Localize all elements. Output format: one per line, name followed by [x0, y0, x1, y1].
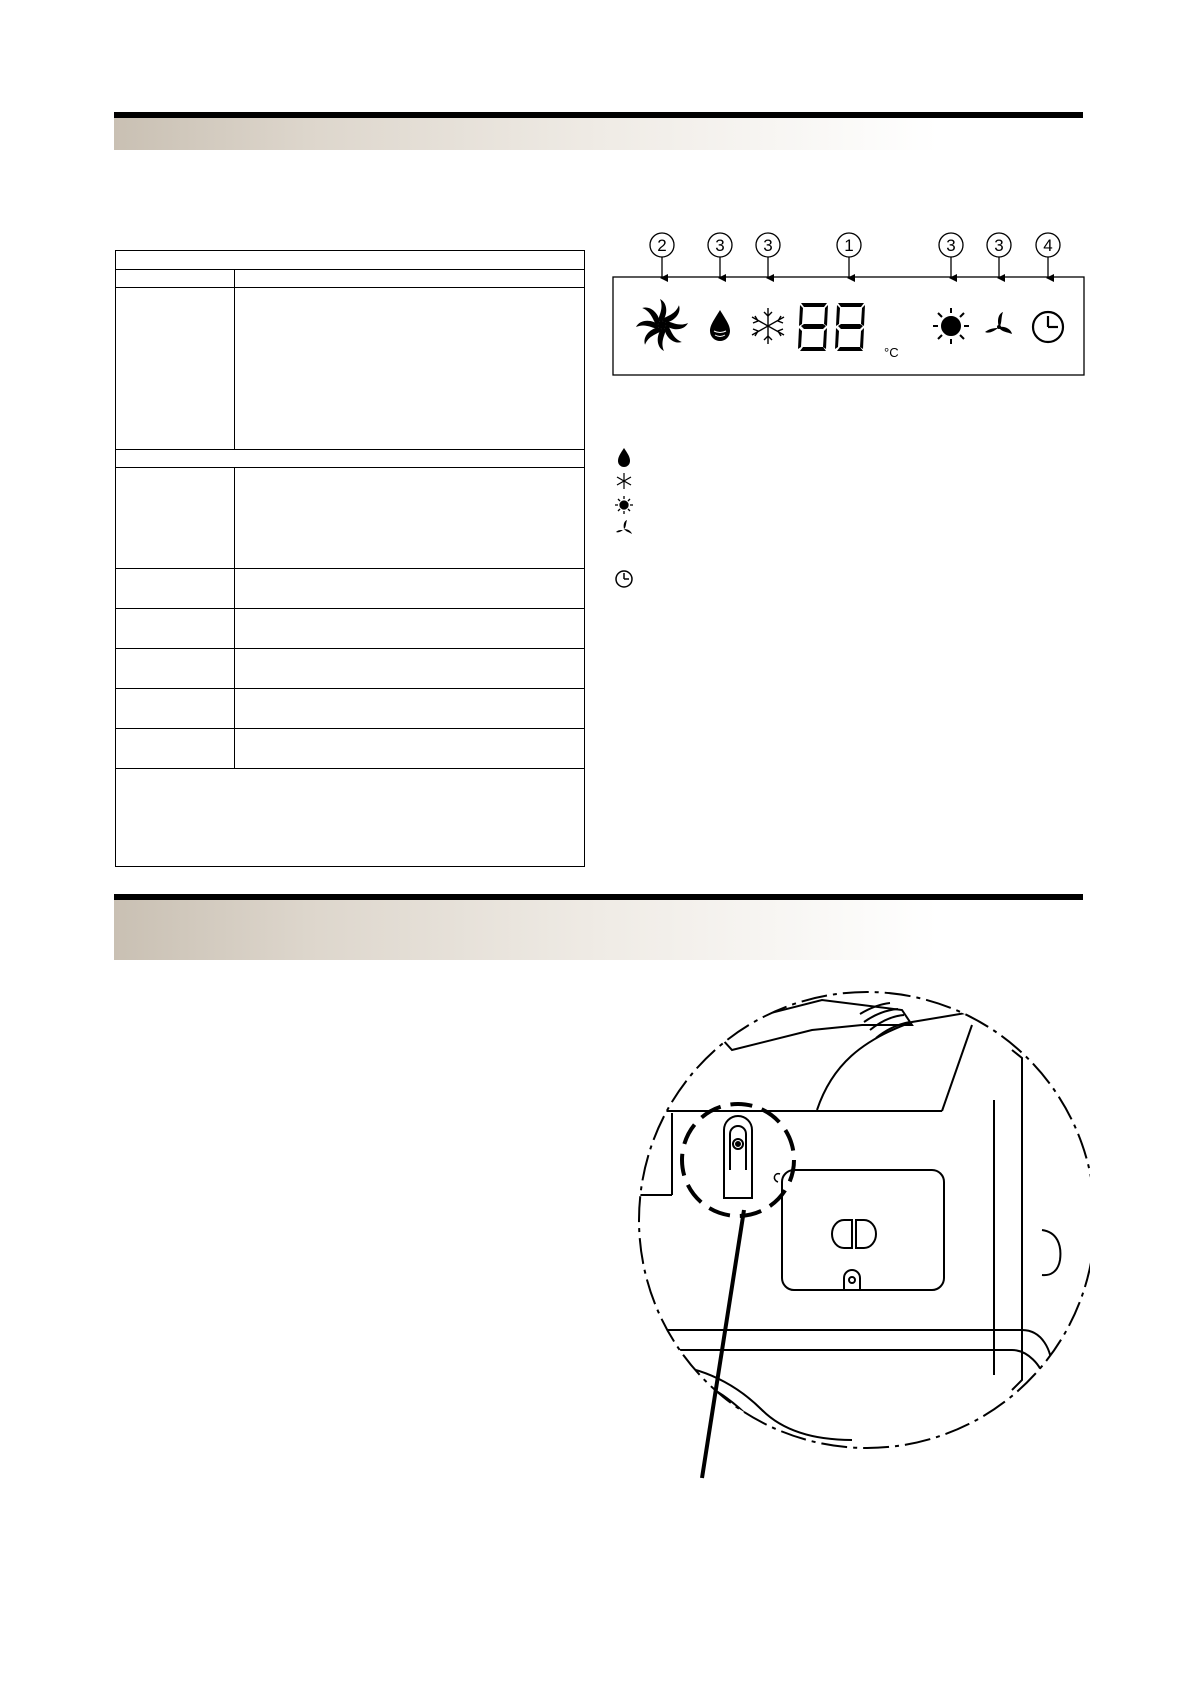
section-header-bar-bottom [114, 894, 1083, 960]
pointer-line [702, 1210, 744, 1478]
drain-outlet-detail-drawing [612, 970, 1090, 1500]
svg-text:1: 1 [844, 236, 854, 255]
housing-top [712, 1000, 912, 1050]
callout-3 [987, 233, 1011, 257]
snowflake-icon [617, 473, 631, 489]
icon-legend [612, 440, 652, 600]
cover-latch-left [832, 1220, 852, 1248]
svg-text:3: 3 [946, 236, 956, 255]
table-row-divider [116, 287, 584, 288]
snowflake-icon [752, 308, 784, 344]
water-drop-icon [710, 310, 730, 341]
callout-3 [756, 233, 780, 257]
table-row-divider [116, 608, 584, 609]
control-panel-diagram [612, 230, 1086, 380]
plug-highlight-circle [682, 1104, 794, 1216]
table-row-divider [116, 449, 584, 450]
table-row-divider [116, 768, 584, 769]
svg-text:3: 3 [715, 236, 725, 255]
callout-3 [708, 233, 732, 257]
callout-3 [939, 233, 963, 257]
specification-table [115, 250, 585, 867]
section-header-bar-top [114, 112, 1083, 150]
sun-icon [615, 496, 633, 514]
table-row-divider [116, 688, 584, 689]
table-row-divider [116, 648, 584, 649]
callout-2 [650, 233, 674, 257]
callout-leaders [662, 257, 1048, 278]
celsius-unit: °C [884, 345, 899, 360]
cover-plate [782, 1170, 944, 1290]
table-row-divider [116, 728, 584, 729]
table-column-divider [234, 269, 235, 449]
sun-icon [933, 308, 969, 344]
propeller-icon [985, 312, 1012, 334]
fan-icon [636, 299, 688, 351]
table-row-divider [116, 269, 584, 270]
section-gradient-band [114, 900, 1083, 960]
clock-icon [1033, 312, 1063, 342]
svg-text:4: 4 [1043, 236, 1053, 255]
propeller-icon [616, 520, 632, 534]
clock-icon [616, 571, 632, 587]
digit-8 [798, 303, 828, 351]
temperature-digits [798, 303, 865, 351]
table-column-divider [234, 467, 235, 768]
drain-plug [724, 1116, 752, 1198]
svg-text:2: 2 [657, 236, 667, 255]
digit-8 [835, 303, 865, 351]
callout-4 [1036, 233, 1060, 257]
table-row-divider [116, 467, 584, 468]
water-drop-icon [618, 448, 630, 467]
section-gradient-band [114, 118, 1083, 150]
callout-1 [837, 233, 861, 257]
cover-screw-tab [844, 1270, 860, 1290]
cover-latch-right [856, 1220, 876, 1248]
side-knob [1042, 1230, 1060, 1275]
svg-text:3: 3 [994, 236, 1004, 255]
table-row-divider [116, 568, 584, 569]
svg-text:3: 3 [763, 236, 773, 255]
